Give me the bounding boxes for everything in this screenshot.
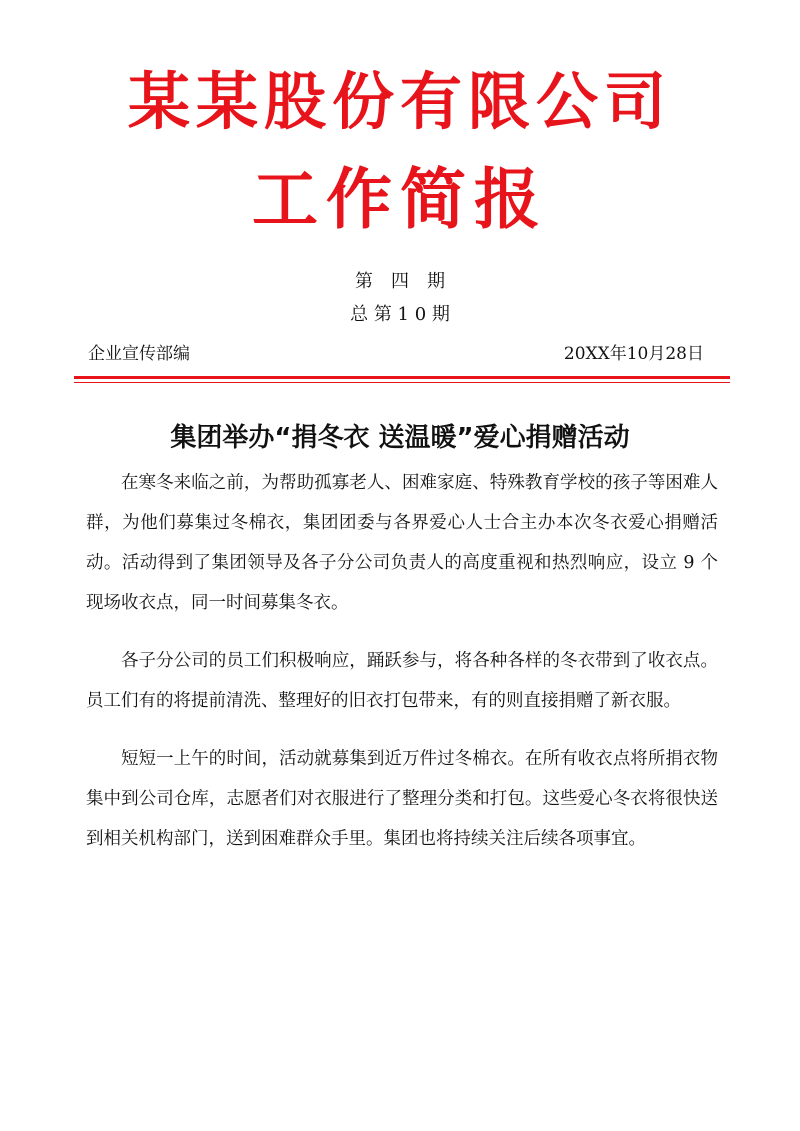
header-divider-thick (74, 376, 730, 379)
issue-number: 第 四 期 (355, 271, 445, 292)
article-paragraph: 短短一上午的时间，活动就募集到近万件过冬棉衣。在所有收衣点将所捐衣物集中到公司仓库，志愿者们对衣服进行了整理分类和打包。这些爱心冬衣将很快送到相关机构部门，送到困难群众手里。集团也将持续关注后续各项事宜。 (86, 749, 718, 849)
header-divider-thin (74, 382, 730, 383)
masthead-company-name: 某某股份有限公司 (127, 65, 672, 138)
issue-total-number: 总 第 1 0 期 (350, 304, 450, 325)
meta-row (88, 340, 704, 368)
masthead-title: 工作简报 (252, 161, 548, 238)
editor-label: 企业宣传部编 (88, 344, 190, 364)
article-body (86, 463, 718, 877)
article-paragraph: 各子分公司的员工们积极响应，踊跃参与，将各种各样的冬衣带到了收衣点。员工们有的将提前清洗、整理好的旧衣打包带来，有的则直接捐赠了新衣服。 (86, 651, 718, 711)
article-title: 集团举办“捐冬衣 送温暖”爱心捐赠活动 (170, 423, 630, 453)
issue-date: 20XX年10月28日 (563, 344, 704, 364)
article-paragraph: 在寒冬来临之前，为帮助孤寡老人、困难家庭、特殊教育学校的孩子等困难人群，为他们募集过冬棉衣，集团团委与各界爱心人士合主办本次冬衣爱心捐赠活动。活动得到了集团领导及各子分公司负责人的高度重视和热烈响应，设立 9 个现场收衣点，同一时间募集冬衣。 (86, 473, 718, 613)
